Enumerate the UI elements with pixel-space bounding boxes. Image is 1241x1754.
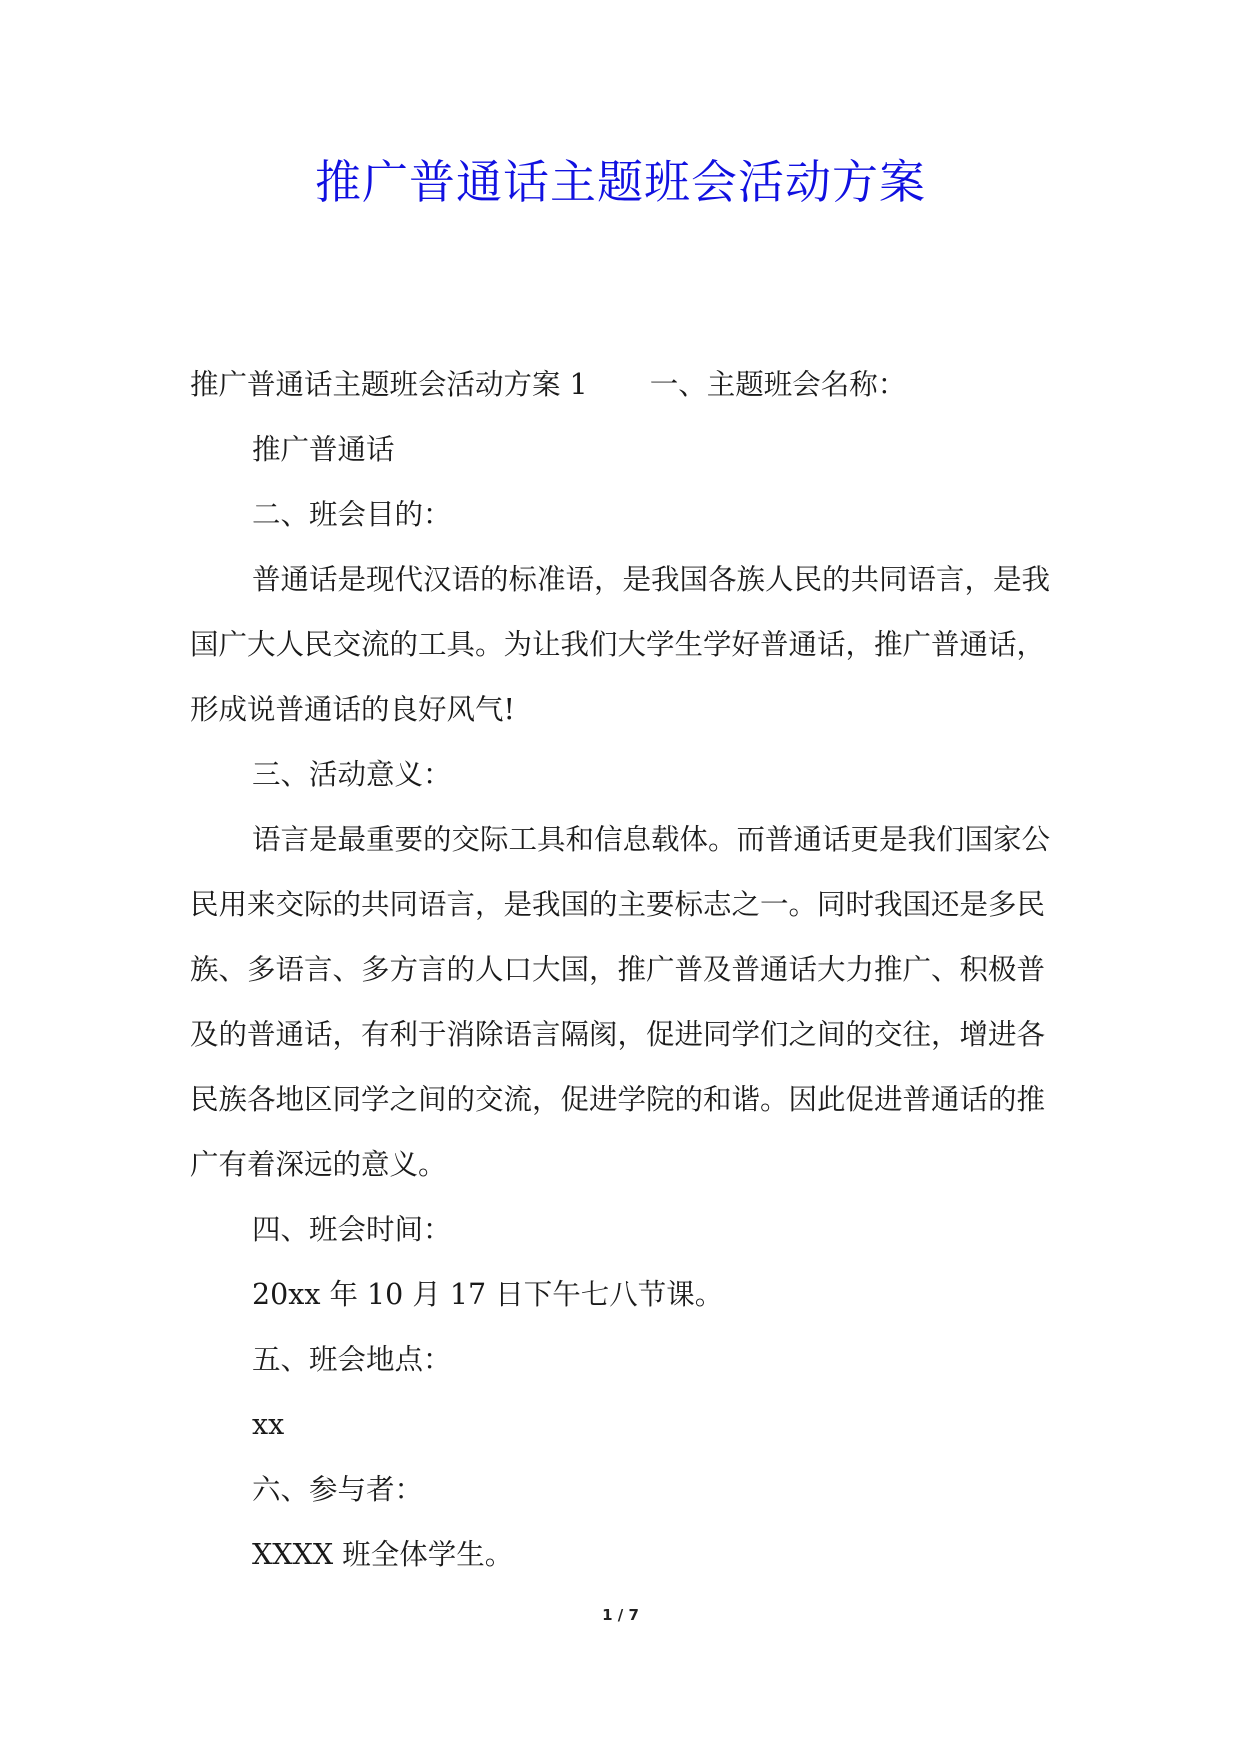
paragraph-heading-1 (190, 352, 1060, 417)
paragraph: 语言是最重要的交际工具和信息载体。而普通话更是我们国家公民用来交际的共同语言，是我国的主要标志之一。同时我国还是多民族、多语言、多方言的人口大国，推广普及普通话大力推广、积极普及的普通话，有利于消除语言隔阂，促进同学们之间的交往，增进各民族各地区同学之间的交流，促进学院的和谐。因此促进普通话的推广有着深远的意义。 (190, 823, 1051, 1181)
section-heading-time: 四、班会时间： (252, 1213, 452, 1246)
section-heading-purpose: 二、班会目的： (252, 498, 452, 531)
paragraph: xx (252, 1408, 285, 1441)
paragraph: 推广普通话 (252, 433, 395, 466)
paragraph: 20xx 年 10 月 17 日下午七八节课。 (252, 1278, 724, 1311)
section-heading-location: 五、班会地点： (252, 1343, 452, 1376)
section-heading-name: 一、主题班会名称： (649, 368, 907, 401)
paragraph: 普通话是现代汉语的标准语，是我国各族人民的共同语言，是我国广大人民交流的工具。为让我们大学生学好普通话，推广普通话，形成说普通话的良好风气! (190, 563, 1051, 726)
section-heading-significance: 三、活动意义： (252, 758, 452, 791)
page-number: 1 / 7 (602, 1606, 639, 1624)
plan-heading: 推广普通话主题班会活动方案 1 (190, 368, 588, 401)
section-heading-participants: 六、参与者： (252, 1473, 424, 1506)
document-body (190, 352, 1060, 1587)
document-title: 推广普通话主题班会活动方案 (315, 155, 926, 209)
paragraph: XXXX 班全体学生。 (252, 1538, 514, 1571)
